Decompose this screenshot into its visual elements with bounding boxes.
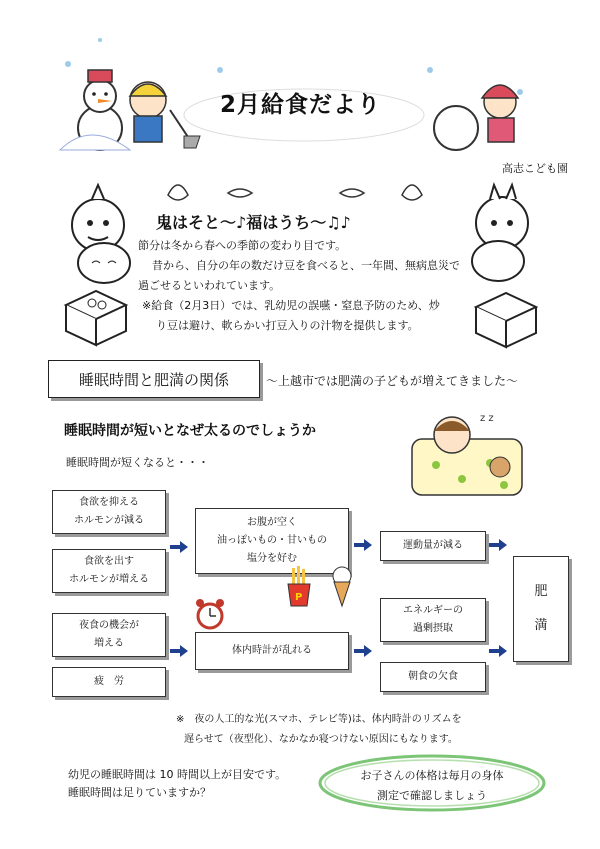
box-line: エネルギーの: [403, 605, 463, 616]
oval-message: [332, 766, 532, 806]
setsubun-title: 鬼はそと～♪福はうち～♫♪: [156, 213, 351, 232]
hunger-box: [195, 508, 349, 574]
sleeping-child-illustration: [400, 405, 530, 505]
footer-sleep-guide: [68, 766, 286, 802]
arrow-right-icon: [170, 645, 188, 657]
fries-icon: [288, 566, 310, 606]
setsubun-body: [138, 236, 478, 336]
snack-illustration: [284, 566, 360, 608]
box-line: 塩分を好む: [247, 553, 297, 564]
breakfast-box: [380, 662, 486, 692]
box-line: 油っぽいもの・甘いもの: [217, 535, 327, 546]
boy-icon: [130, 82, 200, 148]
box-line: 増える: [94, 638, 124, 649]
bean-box-icon: [66, 291, 126, 345]
arrow-right-icon: [354, 539, 372, 551]
svg-text:P: P: [295, 592, 303, 603]
ice-cream-icon: [333, 567, 351, 606]
question-intro: 睡眠時間が短くなると・・・: [66, 456, 209, 469]
box-line: 運動量が減る: [403, 540, 463, 551]
box-line: 肥: [534, 584, 548, 599]
box-line: ホルモンが減る: [74, 515, 144, 526]
question-heading: 睡眠時間が短いとなぜ太るのでしょうか: [64, 423, 316, 439]
oval-line: お子さんの体格は毎月の身体: [360, 769, 504, 782]
section-subtitle: ～上越市では肥満の子どもが増えてきました～: [266, 374, 519, 388]
appetite-suppress-box: [52, 490, 166, 534]
setsubun-line: り豆は避け、軟らかい打豆入りの汁物を提供します。: [156, 319, 419, 332]
header-illustration: [0, 0, 600, 160]
oval-line: 測定で確認しましょう: [377, 789, 487, 802]
arrow-right-icon: [489, 539, 507, 551]
box-line: 体内時計が乱れる: [232, 645, 312, 656]
box-line: 食欲を出す: [84, 556, 134, 567]
box-line: 満: [534, 618, 548, 633]
note: [176, 710, 506, 750]
setsubun-line: 昔から、自分の年の数だけ豆を食べると、一年間、無病息災で: [152, 259, 460, 272]
holly-leaf-icon: [168, 185, 422, 200]
body-clock-box: [195, 632, 349, 670]
box-line: 朝食の欠食: [408, 671, 458, 682]
box-line: 夜食の機会が: [79, 620, 139, 631]
setsubun-line: ※給食（2月3日）では、乳幼児の誤嚥・窒息予防のため、炒: [142, 299, 440, 312]
box-line: 疲 労: [94, 676, 124, 687]
appetite-increase-box: [52, 549, 166, 593]
fatigue-box: [52, 667, 166, 697]
box-line: 過剰摂取: [413, 623, 453, 634]
setsubun-line: 過ごせるといわれています。: [138, 279, 281, 292]
footer-line: 睡眠時間は足りていますか？: [68, 786, 211, 799]
okame-mask-icon: [472, 241, 524, 281]
setsubun-line: 節分は冬から春への季節の変わり目です。: [138, 239, 347, 252]
alarm-clock-icon: [194, 598, 226, 630]
exercise-box: [380, 531, 486, 561]
box-line: ホルモンが増える: [69, 574, 149, 585]
oni-mask-icon: [476, 185, 528, 249]
arrow-right-icon: [170, 541, 188, 553]
arrow-right-icon: [354, 645, 372, 657]
oni-mask-icon: [72, 185, 124, 251]
late-meals-box: [52, 613, 166, 657]
note-line: ※ 夜の人工的な光(スマホ、テレビ等)は、体内時計のリズムを: [176, 714, 462, 725]
okame-mask-icon: [78, 243, 130, 283]
girl-icon: [482, 85, 518, 142]
box-line: 食欲を抑える: [79, 497, 139, 508]
note-line: 遅らせて（夜型化）、なかなか寝つけない原因にもなります。: [184, 734, 458, 745]
bean-box-icon: [476, 293, 536, 347]
footer-line: 幼児の睡眠時間は 10 時間以上が目安です。: [68, 768, 287, 781]
obesity-box: [513, 556, 569, 662]
section-title: 睡眠時間と肥満の関係: [48, 360, 260, 398]
energy-box: [380, 598, 486, 642]
svg-text:z z: z z: [480, 413, 494, 424]
page-title: 2月給食だより: [220, 92, 382, 118]
arrow-right-icon: [489, 645, 507, 657]
box-line: お腹が空く: [247, 517, 297, 528]
school-name: 高志こども園: [502, 162, 568, 175]
